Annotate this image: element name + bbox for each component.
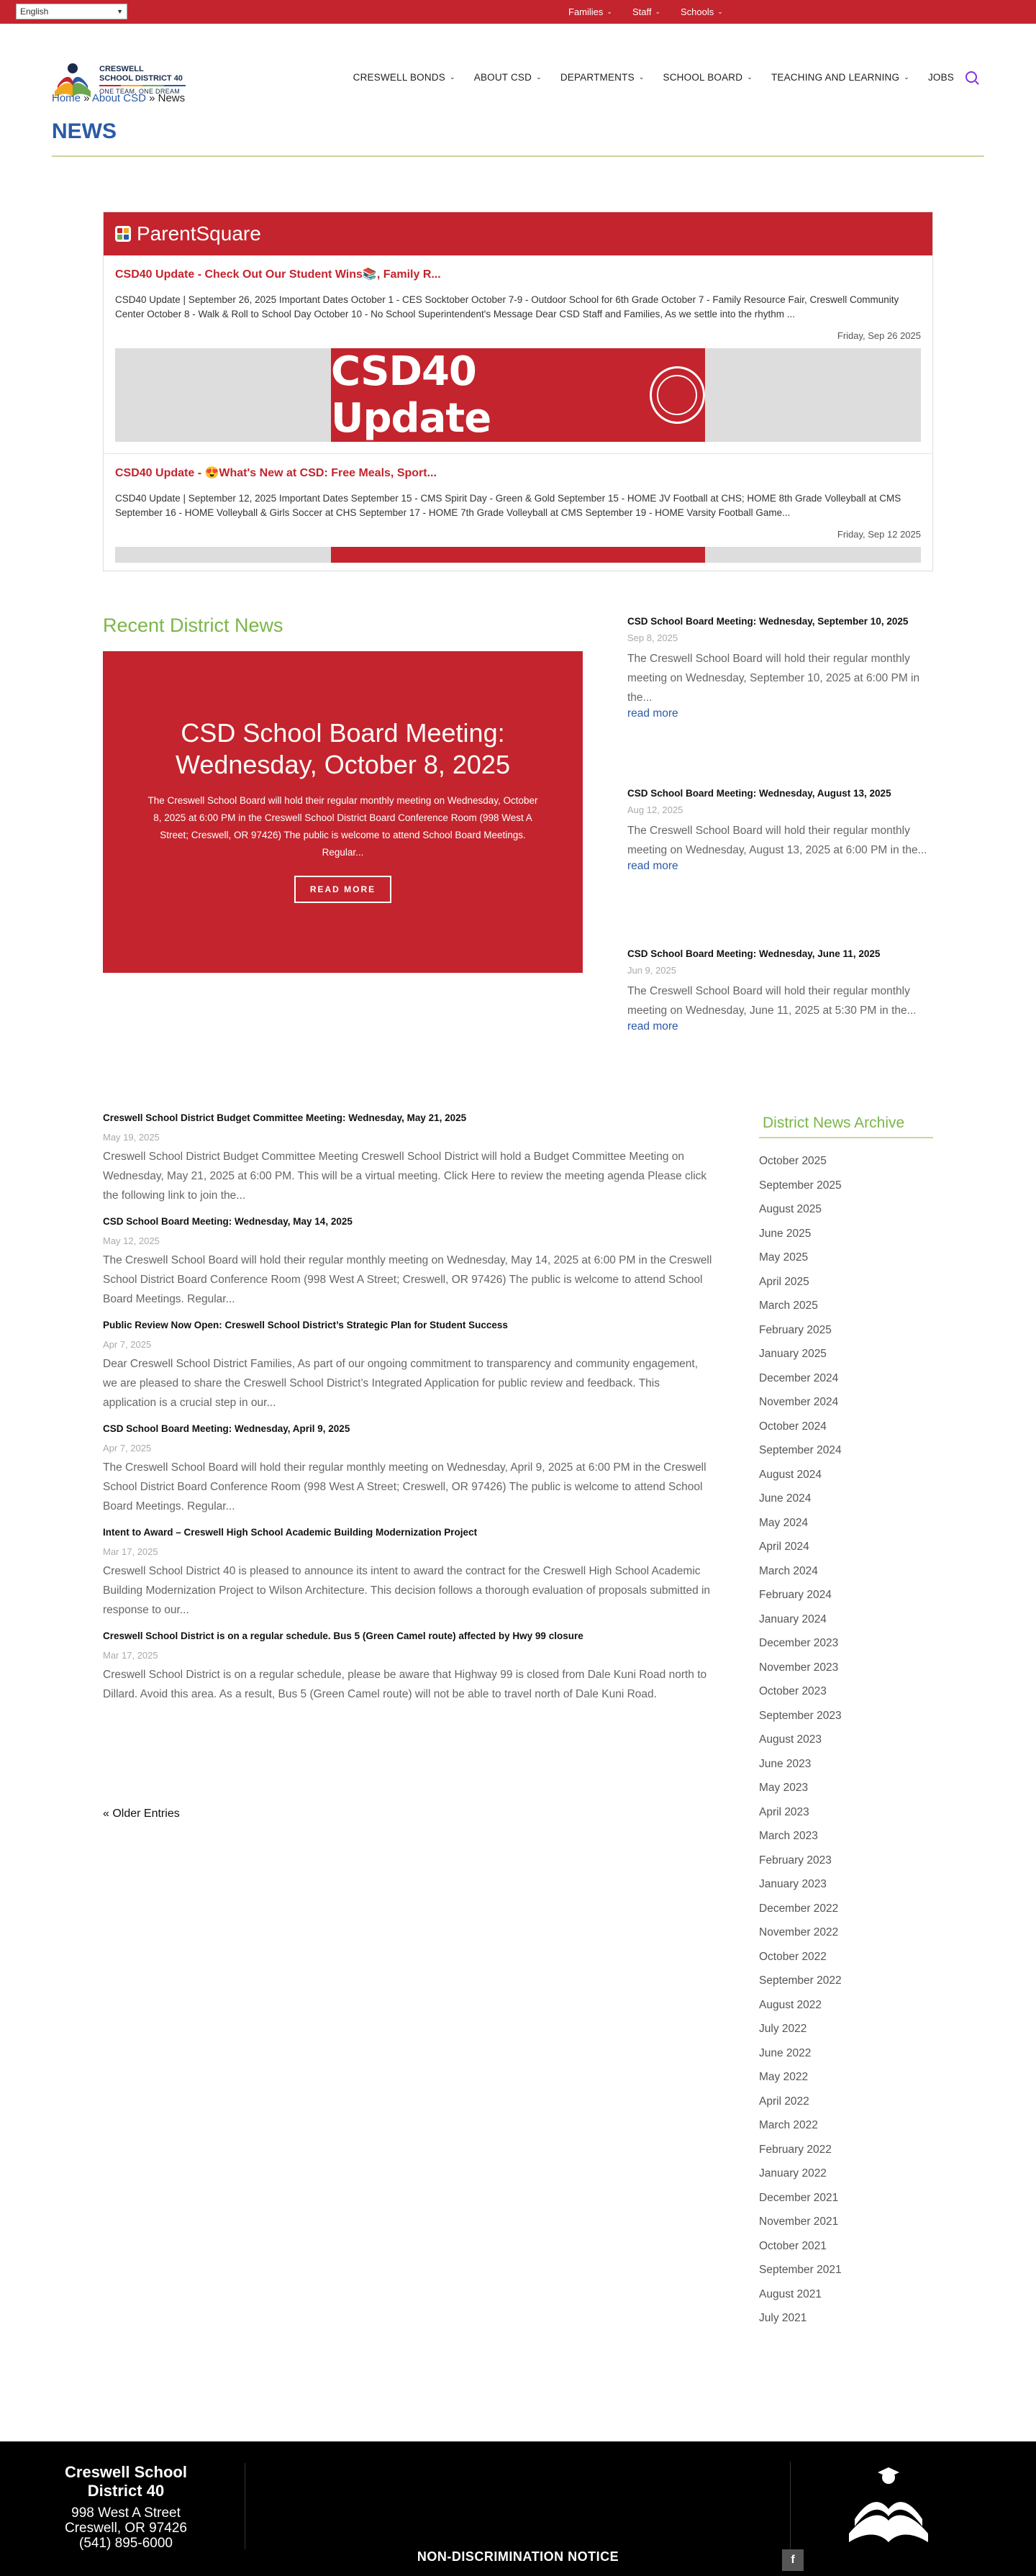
side-post-excerpt: The Creswell School Board will hold their regular monthly meeting on Wednesday, September 10, 2025 at 6:00 PM in the... <box>627 653 920 704</box>
list-item-title[interactable]: CSD School Board Meeting: Wednesday, May 14, 2025 <box>103 1216 353 1227</box>
archive-month-link[interactable]: September 2023 <box>759 1709 842 1722</box>
side-post-title[interactable]: CSD School Board Meeting: Wednesday, June 11, 2025 <box>627 948 881 959</box>
list-item-excerpt: Creswell School District Budget Committee Meeting Creswell School District will hold a Budget Committee Meeting on Wednesday, May 21, 2025 at 6:00 PM. This will be a virtual meeting. Click Here to review the meeting agenda Please click the following link to join the... <box>103 1151 707 1202</box>
archive-month-link[interactable]: February 2023 <box>759 1854 832 1867</box>
archive-month-link[interactable]: May 2022 <box>759 2071 809 2083</box>
main-nav <box>353 71 977 83</box>
archive-month-link[interactable]: November 2021 <box>759 2216 839 2228</box>
archive-month-link[interactable]: August 2022 <box>759 1998 822 2011</box>
archive-month-link[interactable]: March 2023 <box>759 1830 818 1842</box>
chevron-down-icon: ⌄ <box>536 73 542 81</box>
archive-month-link[interactable]: April 2022 <box>759 2095 809 2108</box>
chevron-down-icon: ▼ <box>117 8 123 15</box>
archive-month-link[interactable]: April 2023 <box>759 1805 809 1818</box>
archive-month-link[interactable]: September 2024 <box>759 1444 842 1456</box>
list-item-excerpt: The Creswell School Board will hold their regular monthly meeting on Wednesday, May 14, 2025 at 6:00 PM in the Creswell School District Board Conference Room (998 West A Street; Creswell, OR 97426) The public is welcome to attend School Board Meetings. Regular... <box>103 1254 712 1305</box>
nav-departments[interactable]: DEPARTMENTS ⌄ <box>560 71 645 83</box>
divider <box>759 1137 933 1138</box>
archive-month-link[interactable]: January 2025 <box>759 1348 827 1360</box>
post-list <box>103 1112 713 1714</box>
chevron-down-icon: ⌄ <box>449 73 455 81</box>
language-value: English <box>20 6 49 17</box>
topnav-schools[interactable]: Schools ⌄ <box>681 6 723 17</box>
archive-month-link[interactable]: June 2023 <box>759 1757 812 1770</box>
list-item-excerpt: Creswell School District is on a regular schedule, please be aware that Highway 99 is closed from Dale Kuni Road north to Dillard. Avoid this area. As a result, Bus 5 (Green Camel route) will not be able to travel north of Dale Kuni Road. <box>103 1669 707 1700</box>
list-item <box>103 1319 713 1412</box>
archive-month-link[interactable]: May 2024 <box>759 1516 809 1529</box>
featured-post-excerpt: The Creswell School Board will hold their regular monthly meeting on Wednesday, October 8, 2025 at 6:00 PM in the Creswell School District Board Conference Room (998 West A Street; Creswell, OR 97426) The public is welcome to attend School Board Meetings. Regular... <box>147 795 538 858</box>
non-discrimination-link[interactable]: NON-DISCRIMINATION NOTICE <box>417 2549 619 2564</box>
read-more-link[interactable]: read more <box>627 1020 678 1033</box>
chevron-down-icon: ⌄ <box>904 73 909 81</box>
side-post-date: Sep 8, 2025 <box>627 632 678 643</box>
archive-month-link[interactable]: December 2023 <box>759 1637 839 1649</box>
side-post <box>627 948 933 1033</box>
list-item-title[interactable]: Public Review Now Open: Creswell School District’s Strategic Plan for Student Success <box>103 1320 508 1330</box>
archive-month-link[interactable]: August 2023 <box>759 1733 822 1746</box>
top-nav <box>568 0 723 24</box>
post-title-link[interactable]: CSD40 Update - Check Out Our Student Wins📚, Family R... <box>115 268 441 281</box>
parentsquare-icon <box>115 226 131 242</box>
post-body: CSD40 Update | September 26, 2025 Important Dates October 1 - CES Socktober October 7-9 - Outdoor School for 6th Grade October 7 - Family Resource Fair, Creswell Community Center October 8 - Walk & Roll to School Day October 10 - No School Superintendent's Message Dear CSD Staff and Families, As we settle into the rhythm ... <box>115 294 899 319</box>
archive-month-link[interactable]: May 2023 <box>759 1782 809 1794</box>
archive-heading: District News Archive <box>763 1115 905 1131</box>
archive-month-link[interactable]: December 2021 <box>759 2191 839 2204</box>
topnav-staff[interactable]: Staff ⌄ <box>632 6 661 17</box>
divider <box>790 2462 791 2564</box>
list-item-date: Apr 7, 2025 <box>103 1443 152 1453</box>
archive-month-link[interactable]: August 2025 <box>759 1203 822 1215</box>
footer-district-name: Creswell School District 40 <box>65 2463 187 2500</box>
archive-month-link[interactable]: May 2025 <box>759 1251 809 1264</box>
chevron-down-icon: ⌄ <box>747 73 753 81</box>
archive-month-link[interactable]: October 2021 <box>759 2239 827 2252</box>
nav-jobs[interactable]: JOBS <box>927 71 954 83</box>
divider <box>52 155 984 157</box>
archive-month-link[interactable]: February 2022 <box>759 2143 832 2156</box>
recent-news-heading: Recent District News <box>103 614 283 636</box>
archive-month-link[interactable]: August 2021 <box>759 2287 822 2300</box>
older-entries-link[interactable]: « Older Entries <box>103 1808 180 1820</box>
nav-creswell-bonds[interactable]: CRESWELL BONDS ⌄ <box>353 71 455 83</box>
parentsquare-title: ParentSquare <box>137 222 261 245</box>
archive-month-link[interactable]: June 2022 <box>759 2046 812 2059</box>
breadcrumb-home[interactable]: Home <box>52 92 81 104</box>
archive-month-link[interactable]: June 2025 <box>759 1227 812 1240</box>
archive-month-link[interactable]: February 2025 <box>759 1323 832 1336</box>
nav-school-board[interactable]: SCHOOL BOARD ⌄ <box>663 71 753 83</box>
district-seal-icon <box>650 366 705 424</box>
chevron-down-icon: ⌄ <box>717 8 723 15</box>
side-post-excerpt: The Creswell School Board will hold their regular monthly meeting on Wednesday, June 11, 2025 at 5:30 PM in the... <box>627 985 917 1017</box>
archive-month-link[interactable]: December 2022 <box>759 1902 839 1915</box>
archive-month-link[interactable]: September 2022 <box>759 1974 842 1987</box>
logo-text: CRESWELL SCHOOL DISTRICT 40 ONE TEAM, ONE DREAM <box>99 65 186 95</box>
breadcrumb-current: News <box>158 92 186 104</box>
archive-month-link[interactable]: September 2021 <box>759 2264 842 2276</box>
search-icon[interactable] <box>965 71 977 83</box>
featured-post-title[interactable]: CSD School Board Meeting: Wednesday, October 8, 2025 <box>176 718 510 779</box>
side-post <box>627 787 933 873</box>
archive-month-link[interactable]: April 2025 <box>759 1275 809 1288</box>
list-item <box>103 1215 713 1309</box>
side-post-date: Jun 9, 2025 <box>627 965 676 976</box>
list-item-excerpt: The Creswell School Board will hold their regular monthly meeting on Wednesday, April 9, 2025 at 6:00 PM in the Creswell School District Board Conference Room (998 West A Street; Creswell, OR 97426) The public is welcome to attend School Board Meetings. Regular... <box>103 1461 706 1513</box>
top-bar <box>0 0 1036 24</box>
archive-month-link[interactable]: April 2024 <box>759 1541 809 1553</box>
list-item <box>103 1630 713 1704</box>
footer-phone[interactable]: (541) 895-6000 <box>79 2536 173 2551</box>
breadcrumb-about[interactable]: About CSD <box>91 92 146 104</box>
read-more-link[interactable]: read more <box>627 860 678 872</box>
breadcrumb: Home » About CSD » News <box>52 92 186 104</box>
list-item-excerpt: Dear Creswell School District Families, As part of our ongoing commitment to transparency and community engagement, we are pleased to share the Creswell School District’s Integrated Application for public review and feedback. This application is a crucial step in our... <box>103 1358 699 1409</box>
list-item-date: May 19, 2025 <box>103 1132 160 1143</box>
archive-month-link[interactable]: November 2024 <box>759 1396 839 1408</box>
banner-title: CSD40 Update <box>331 348 491 442</box>
archive-month-link[interactable]: March 2025 <box>759 1300 818 1312</box>
archive-month-link[interactable]: September 2025 <box>759 1179 842 1192</box>
parentsquare-widget <box>103 212 933 571</box>
archive-month-link[interactable]: July 2021 <box>759 2312 807 2324</box>
side-post-title[interactable]: CSD School Board Meeting: Wednesday, September 10, 2025 <box>627 616 909 627</box>
list-item-date: Mar 17, 2025 <box>103 1546 158 1557</box>
list-item-title[interactable]: CSD School Board Meeting: Wednesday, April 9, 2025 <box>103 1423 350 1434</box>
archive-month-link[interactable]: June 2024 <box>759 1492 812 1505</box>
post-body: CSD40 Update | September 12, 2025 Important Dates September 15 - CMS Spirit Day - Green & Gold September 15 - HOME JV Football at CHS; HOME 8th Grade Volleyball at CMS September 16 - HOME Volleyball & Girls Soccer at CHS September 17 - HOME 7th Grade Volleyball at CMS September 19 - HOME Varsity Football Game... <box>115 493 901 518</box>
read-more-link[interactable]: read more <box>627 707 678 720</box>
nav-about-csd[interactable]: ABOUT CSD ⌄ <box>473 71 542 83</box>
archive-month-link[interactable]: October 2022 <box>759 1950 827 1963</box>
list-item <box>103 1526 713 1620</box>
list-item-title[interactable]: Intent to Award – Creswell High School Academic Building Modernization Project <box>103 1527 478 1538</box>
featured-post <box>103 651 583 973</box>
archive-month-link[interactable]: October 2024 <box>759 1420 827 1433</box>
archive-month-link[interactable]: January 2023 <box>759 1878 827 1890</box>
side-post-date: Aug 12, 2025 <box>627 804 683 815</box>
archive-month-link[interactable]: November 2023 <box>759 1661 839 1674</box>
list-item-date: Mar 17, 2025 <box>103 1650 158 1661</box>
archive-month-link[interactable]: November 2022 <box>759 1926 839 1938</box>
page-title: NEWS <box>52 119 117 143</box>
side-post <box>627 615 933 720</box>
archive-month-link[interactable]: October 2025 <box>759 1155 827 1167</box>
archive-month-link[interactable]: October 2023 <box>759 1685 827 1697</box>
chevron-down-icon: ⌄ <box>606 8 612 15</box>
post-banner-image[interactable] <box>115 348 921 442</box>
parentsquare-header <box>104 212 932 255</box>
topnav-families[interactable]: Families ⌄ <box>568 6 612 17</box>
post-banner-image[interactable] <box>115 547 921 563</box>
side-post-excerpt: The Creswell School Board will hold their regular monthly meeting on Wednesday, August 13, 2025 at 6:00 PM in the... <box>627 825 927 856</box>
read-more-button[interactable]: READ MORE <box>294 876 391 903</box>
archive-month-link[interactable]: January 2024 <box>759 1613 827 1625</box>
language-select[interactable] <box>16 4 127 19</box>
list-item-excerpt: Creswell School District 40 is pleased to announce its intent to award the contract for the Creswell High School Academic Building Modernization Project to Wilson Architecture. This decision follows a thorough evaluation of proposals submitted in response to our... <box>103 1565 711 1616</box>
list-item <box>103 1112 713 1205</box>
list-item-title[interactable]: Creswell School District is on a regular schedule. Bus 5 (Green Camel route) affected by Hwy 99 closure <box>103 1631 583 1641</box>
archive-month-link[interactable]: February 2024 <box>759 1589 832 1601</box>
archive-list <box>759 1151 842 2333</box>
list-item-date: May 12, 2025 <box>103 1235 160 1246</box>
footer-address: 998 West A Street Creswell, OR 97426 (541) 895-6000 <box>43 2505 209 2551</box>
post-date: Friday, Sep 12 2025 <box>837 529 921 540</box>
post-title-link[interactable]: CSD40 Update - 😍What's New at CSD: Free Meals, Sport... <box>115 467 437 479</box>
list-item-title[interactable]: Creswell School District Budget Committee Meeting: Wednesday, May 21, 2025 <box>103 1112 467 1123</box>
facebook-icon[interactable]: f <box>782 2549 804 2571</box>
side-post-title[interactable]: CSD School Board Meeting: Wednesday, August 13, 2025 <box>627 788 891 799</box>
archive-month-link[interactable]: December 2024 <box>759 1371 839 1384</box>
nav-teaching-learning[interactable]: TEACHING AND LEARNING ⌄ <box>771 71 909 83</box>
site-footer <box>0 2441 1036 2576</box>
archive-month-link[interactable]: March 2022 <box>759 2119 818 2131</box>
chevron-down-icon: ⌄ <box>638 73 645 81</box>
archive-month-link[interactable]: July 2022 <box>759 2023 807 2035</box>
archive-month-link[interactable]: August 2024 <box>759 1468 822 1481</box>
book-logo-icon <box>835 2462 942 2548</box>
list-item-date: Apr 7, 2025 <box>103 1339 152 1350</box>
chevron-down-icon: ⌄ <box>655 8 661 15</box>
list-item <box>103 1423 713 1516</box>
parentsquare-post <box>104 255 932 454</box>
archive-month-link[interactable]: January 2022 <box>759 2167 827 2180</box>
post-date: Friday, Sep 26 2025 <box>837 330 921 341</box>
parentsquare-post <box>104 454 932 563</box>
archive-month-link[interactable]: March 2024 <box>759 1564 818 1577</box>
